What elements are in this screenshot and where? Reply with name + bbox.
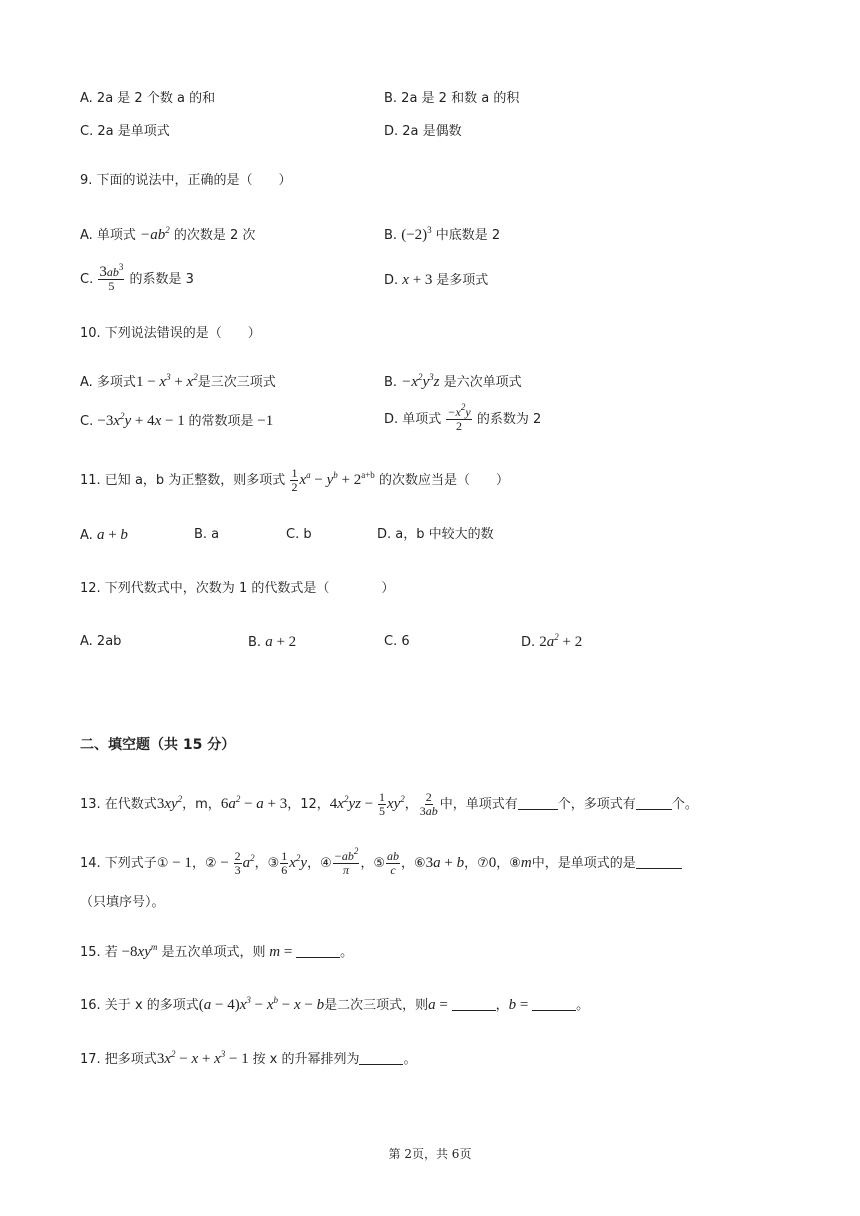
q11-option-d: D. a，b 中较大的数 (377, 527, 494, 542)
q9-option-b: B. $(-2)^3$ 中底数是 2 (384, 225, 501, 243)
q9-option-c: C. $\frac{3ab^3}{5}$ 的系数是 3 (80, 262, 194, 293)
q11-option-c: C. b (286, 527, 312, 542)
q11-stem: 11. 已知 a，b 为正整数，则多项式 $\frac{1}{2}$ $x^a - y^b + 2^{a+b}$ 的次数应当是（ ） (80, 466, 509, 494)
q11-option-b: B. a (194, 527, 220, 542)
q12-option-b: B. a + 2 (248, 634, 297, 650)
q10-option-b: B. $-x^2y^3z$ 是六次单项式 (384, 372, 522, 390)
q8-option-d: D. 2a 是偶数 (384, 124, 462, 139)
q12-option-c: C. 6 (384, 634, 410, 649)
q8-option-c: C. 2a 是单项式 (80, 124, 170, 139)
q10-stem: 10. 下列说法错误的是（ ） (80, 326, 261, 341)
q15-question: 15. 若 $-8xy^m$ 是五次单项式，则 m = 。 (80, 942, 354, 960)
q12-option-a: A. 2ab (80, 634, 122, 649)
q11-option-a: A. a + b (80, 527, 128, 543)
section-title: 二、填空题（共 15 分） (80, 737, 236, 753)
q8-option-a: A. 2a 是 2 个数 a 的和 (80, 91, 216, 106)
q12-option-d: D. $2a^2 + 2$ (521, 632, 583, 650)
q8-option-b: B. 2a 是 2 和数 a 的积 (384, 91, 520, 106)
q12-stem: 12. 下列代数式中，次数为 1 的代数式是（ ） (80, 581, 395, 596)
q10-option-c: C. $-3x^2y + 4x - 1$ 的常数项是 −1 (80, 411, 274, 429)
q10-option-d: D. 单项式 $\frac{-x^2y}{2}$ 的系数为 2 (384, 402, 542, 433)
q14-line2: （只填序号）。 (80, 895, 165, 910)
q9-option-a: A. 单项式 $-ab^2$ 的次数是 2 次 (80, 225, 256, 243)
q13-question: 13. 在代数式$3xy^2$，m，$6a^2 - a + 3$，12，$4x^2yz$ − $\frac{1}{5}$ $xy^2$， $\frac{2}{3ab}$ 中，单项式有 个，多项式有 个。 (80, 790, 698, 818)
q16-question: 16. 关于 x 的多项式$(a - 4)x^3 - x^b - x - b$是二次三项式，则a = ，b = 。 (80, 995, 590, 1013)
q14-question: 14. 下列式子① − 1，② − $\frac{2}{3}$ $a^2$，③ $\frac{1}{6}$ $x^2y$，④ $\frac{-ab^2}{\pi}$ ，⑤ $\frac{ab}{c}$ ，⑥3a + b，⑦0，⑧m中，是单项式的是 (80, 844, 682, 883)
q10-option-a: A. 多项式$1 - x^3 + x^2$是三次三项式 (80, 372, 276, 390)
q9-option-d: D. x + 3 是多项式 (384, 272, 489, 288)
page-footer: 第 2页，共 6页 (388, 1147, 472, 1161)
q9-stem: 9. 下面的说法中，正确的是（ ） (80, 173, 292, 188)
q17-question: 17. 把多项式$3x^2 - x + x^3 - 1$ 按 x 的升幂排列为 。 (80, 1049, 417, 1067)
